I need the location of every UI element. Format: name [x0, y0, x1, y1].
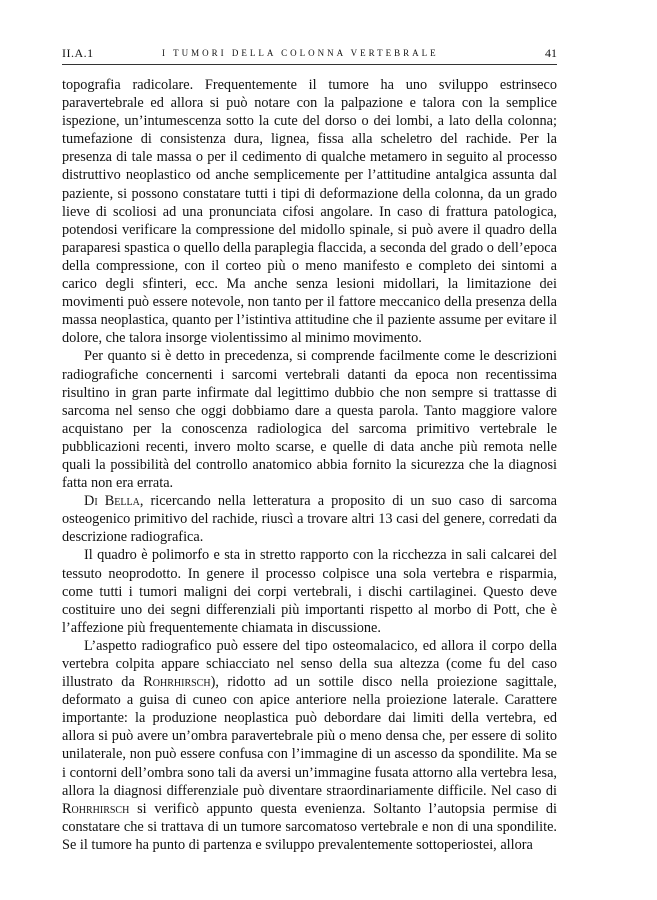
- author-name: Rohrhirsch: [143, 674, 211, 691]
- author-name: Di Bella: [84, 493, 140, 510]
- text-run: ), ridotto ad un sottile disco nella proiezione sagittale, deformato a guisa di cuneo con apice anteriore nella proiezione laterale. Carattere importante: la produzione neoplastica può debordare dai limiti della vertebra, ed allora si può avere un’ombra paravertebrale più o meno densa che, per essere di solito unilaterale, non può essere confusa con l’immagine di un ascesso da spondilite. Ma se i contorni dell’ombra sono tali da aversi un’immagine fusata attorno alla vertebra lesa, allora la diagnosi differenziale può diventare straordinariamente difficile. Nel caso di: [62, 674, 557, 799]
- paragraph: [62, 546, 557, 636]
- paragraph: [62, 492, 557, 546]
- section-number: II.A.1: [62, 46, 94, 60]
- page-number: 41: [545, 46, 557, 60]
- paragraph: [62, 637, 557, 854]
- running-head: [62, 44, 557, 62]
- text-run: L’aspetto radiografico può essere del tipo osteomalacico, ed allora il corpo della vertebra colpita appare schiacciato nel senso della sua altezza (come fu del caso illustrato da: [62, 637, 557, 691]
- running-title: I TUMORI DELLA COLONNA VERTEBRALE: [162, 48, 439, 58]
- text-run: Per quanto si è detto in precedenza, si comprende facilmente come le descrizioni radiografiche concernenti i sarcomi vertebrali datanti da epoca non recentissima risultino in gran parte infirmate dal legittimo dubbio che non sempre si trattasse di sarcoma nel senso che oggi dobbiamo dare a questa parola. Tanto maggiore valore acquistano per la conoscenza radiologica del sarcoma primitivo vertebrale le pubblicazioni recenti, invero molto scarse, e quelle di data anche più remota nelle quali la possibilità del controllo anatomico abbia fornito la sicurezza che la diagnosi fatta non era errata.: [62, 348, 557, 492]
- text-run: topografia radicolare. Frequentemente il tumore ha uno sviluppo estrinseco paravertebrale ed allora si può notare con la palpazione e talora con la semplice ispezione, un’intumescenza sotto la cute del dorso o dei lombi, a lato della colonna; tumefazione di consistenza dura, lignea, fissa alla scheletro del rachide. Per la presenza di tale massa o per il cedimento di qualche metamero in seguito al processo distruttivo neoplastico od anche semplicemente per l’attitudine antalgica assunta dal paziente, si possono constatare tutti i tipi di deformazione della colonna, da un grado lieve di scoliosi ad una pronunciata cifosi angolare. In caso di frattura patologica, potendosi verificare la compressione del midollo spinale, si può avere il quadro della paraparesi spastica o quello della paraplegia flaccida, a seconda del grado o dell’epoca della compressione, con il corteo più o meno manifesto e completo dei sintomi a carico degli sfinteri, ecc. Ma anche senza lesioni midollari, la limitazione dei movimenti può essere notevole, non tanto per il fattore meccanico della presenza della massa neoplastica, quanto per l’istintiva attitudine che il paziente assume per evitare il dolore, che talora insorge violentissimo al minimo movimento.: [62, 77, 557, 347]
- body-text: [62, 76, 557, 854]
- author-name: Rohrhirsch: [62, 800, 130, 817]
- text-run: si verificò appunto questa evenienza. Soltanto l’autopsia permise di constatare che si trattava di un tumore sarcomatoso vertebrale e non di una spondilite. Se il tumore ha punto di partenza e sviluppo prevalentemente sottoperiostei, allora: [62, 800, 557, 853]
- paragraph: [62, 76, 557, 347]
- paragraph: [62, 347, 557, 492]
- header-rule: [62, 64, 557, 65]
- text-run: , ricercando nella letteratura a proposito di un suo caso di sarcoma osteogenico primitivo del rachide, riuscì a trovare altri 13 casi del genere, corredati da descrizione radiografica.: [62, 493, 557, 546]
- text-run: Il quadro è polimorfo e sta in stretto rapporto con la ricchezza in sali calcarei del tessuto neoprodotto. In genere il processo colpisce una sola vertebra e risparmia, come tutti i tumori maligni dei corpi vertebrali, i dischi cartilaginei. Questo deve costituire uno dei segni differenziali più importanti rispetto al morbo di Pott, che è l’affezione più frequentemente chiamata in discussione.: [62, 547, 557, 636]
